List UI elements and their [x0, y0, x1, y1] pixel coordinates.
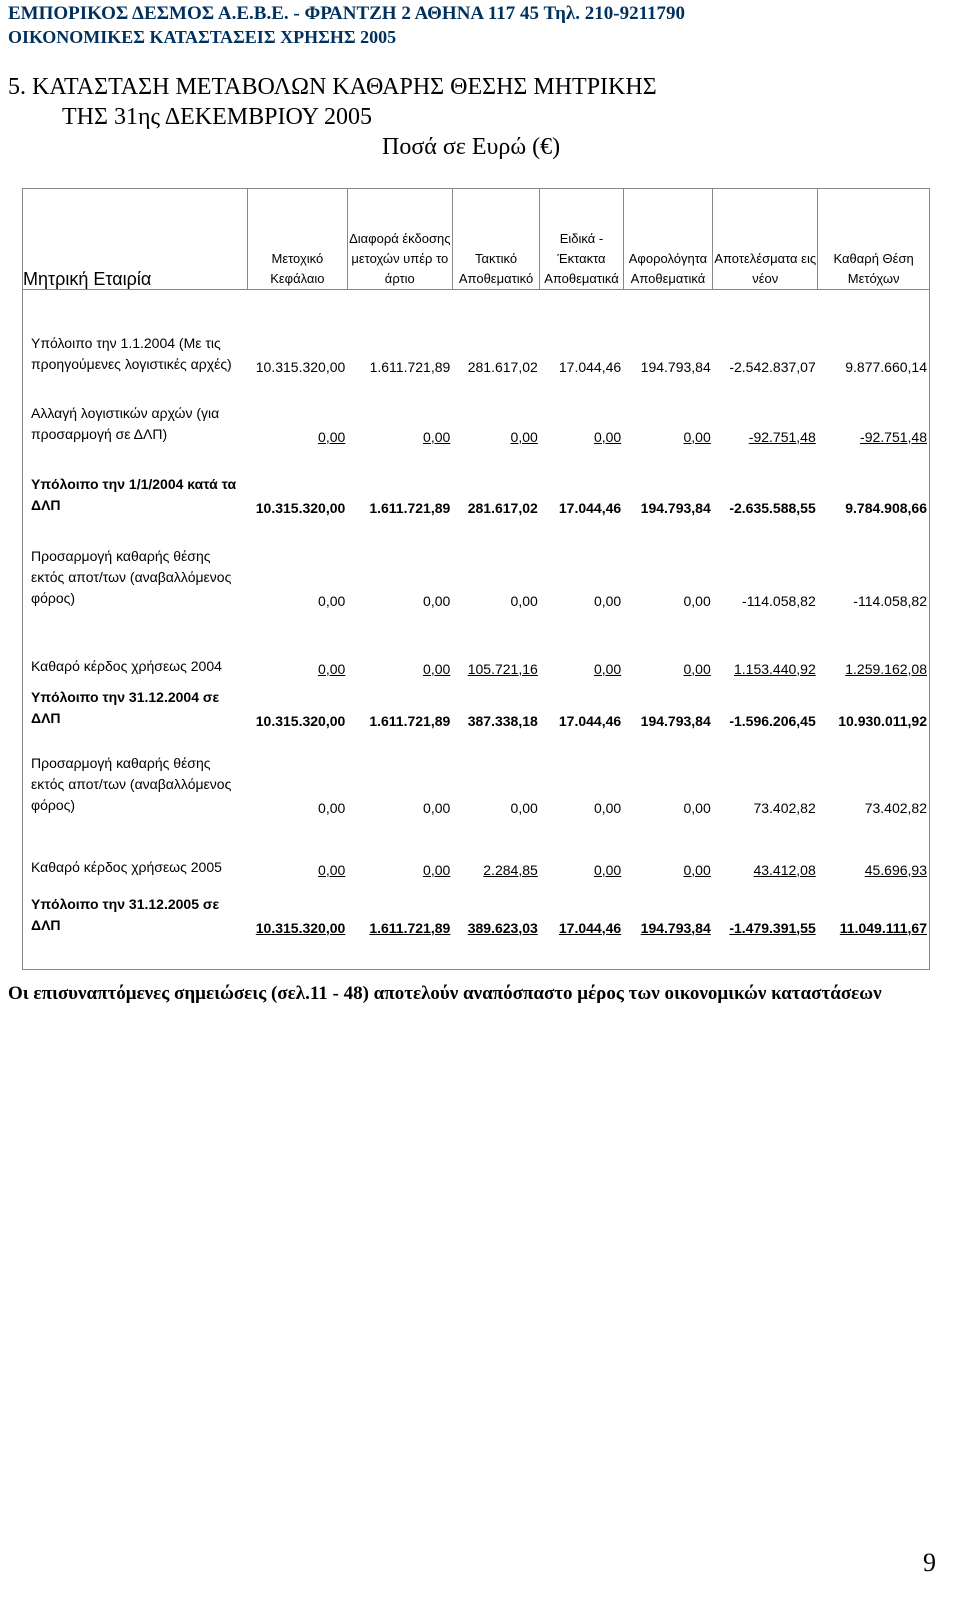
cell: 281.617,02 [467, 358, 538, 375]
row-label: Καθαρό κέρδος χρήσεως 2005 [31, 858, 222, 875]
cell: 0,00 [683, 861, 711, 878]
cell: 0,00 [683, 660, 711, 677]
cell: 387.338,18 [467, 712, 538, 729]
cell: 45.696,93 [864, 861, 927, 878]
footnote: Οι επισυναπτόμενες σημειώσεις (σελ.11 - 48) αποτελούν αναπόσπαστο μέρος των οικονομικών καταστάσεων [8, 983, 882, 1004]
cell: 0,00 [423, 428, 451, 445]
cell: 10.315.320,00 [255, 712, 346, 729]
cell: 0,00 [318, 660, 346, 677]
cell: 0,00 [593, 799, 622, 816]
cell: 0,00 [318, 799, 346, 816]
cell: 0,00 [423, 861, 451, 878]
cell: -2.635.588,55 [729, 499, 816, 516]
col-header: Μητρική Εταιρία [23, 189, 247, 290]
col-header: Διαφορά έκδοσης μετοχών υπέρ το άρτιο [347, 189, 452, 290]
cell: 73.402,82 [864, 799, 927, 816]
statement-title: 5. ΚΑΤΑΣΤΑΣΗ ΜΕΤΑΒΟΛΩΝ ΚΑΘΑΡΗΣ ΘΕΣΗΣ ΜΗΤΡΙΚΗΣ [8, 74, 657, 100]
cell: 17.044,46 [558, 919, 622, 936]
table-row [23, 878, 929, 948]
cell: 11.049.111,67 [839, 919, 927, 936]
cell: 1.611.721,89 [369, 358, 451, 375]
cell: -92.751,48 [748, 428, 816, 445]
company-header: ΕΜΠΟΡΙΚΟΣ ΔΕΣΜΟΣ Α.Ε.Β.Ε. - ΦΡΑΝΤΖΗ 2 ΑΘΗΝΑ 117 45 Τηλ. 210-9211790 [8, 3, 686, 24]
cell: 17.044,46 [558, 358, 622, 375]
cell: 10.315.320,00 [255, 919, 346, 936]
cell: 73.402,82 [753, 799, 816, 816]
table-row [23, 677, 929, 729]
cell: 0,00 [510, 592, 538, 609]
table-row [23, 609, 929, 677]
cell: 1.611.721,89 [369, 919, 451, 936]
cell: -2.542.837,07 [729, 358, 816, 375]
cell: 1.153.440,92 [734, 660, 816, 677]
cell: 0,00 [510, 799, 538, 816]
cell: 9.877.660,14 [845, 358, 927, 375]
col-header: Καθαρή Θέση Μετόχων [818, 189, 929, 290]
currency-note: Ποσά σε Ευρώ (€) [382, 134, 561, 160]
row-label: Προσαρμογή καθαρής θέσης εκτός αποτ/των (αναβαλλόμενος φόρος) [31, 754, 232, 813]
cell: 0,00 [318, 861, 346, 878]
row-label: Προσαρμογή καθαρής θέσης εκτός αποτ/των (αναβαλλόμενος φόρος) [31, 547, 232, 606]
cell: 10.315.320,00 [255, 358, 346, 375]
cell: 2.284,85 [483, 861, 538, 878]
cell: 0,00 [593, 861, 622, 878]
row-label: Υπόλοιπο την 1.1.2004 (Με τις προηγούμενες λογιστικές αρχές) [31, 334, 232, 372]
col-header: Ειδικά - Έκτακτα Αποθεματικά [540, 189, 623, 290]
cell: 281.617,02 [467, 499, 538, 516]
row-label: Καθαρό κέρδος χρήσεως 2004 [31, 657, 222, 674]
table-row [23, 816, 929, 878]
cell: 0,00 [318, 592, 346, 609]
report-header: ΟΙΚΟΝΟΜΙΚΕΣ ΚΑΤΑΣΤΑΣΕΙΣ ΧΡΗΣΗΣ 2005 [8, 27, 397, 47]
cell: 194.793,84 [640, 499, 711, 516]
cell: 10.315.320,00 [255, 499, 346, 516]
cell: -1.479.391,55 [729, 919, 816, 936]
table-row [23, 290, 929, 375]
row-label: Υπόλοιπο την 1/1/2004 κατά τα ΔΛΠ [31, 475, 237, 513]
cell: 17.044,46 [558, 712, 622, 729]
table-row [23, 445, 929, 516]
cell: -114.058,82 [742, 592, 816, 609]
statement-date: ΤΗΣ 31ης ΔΕΚΕΜΒΡΙΟΥ 2005 [62, 104, 373, 130]
table-row [23, 375, 929, 445]
cell: 0,00 [683, 799, 711, 816]
cell: 0,00 [593, 428, 622, 445]
cell: 1.611.721,89 [369, 712, 451, 729]
cell: 0,00 [423, 660, 451, 677]
equity-changes-table [22, 188, 930, 970]
row-label: Υπόλοιπο την 31.12.2004 σε ΔΛΠ [31, 688, 220, 726]
row-label: Αλλαγή λογιστικών αρχών (για προσαρμογή σε ΔΛΠ) [31, 404, 220, 442]
cell: 1.611.721,89 [369, 499, 451, 516]
row-label: Υπόλοιπο την 31.12.2005 σε ΔΛΠ [31, 895, 220, 933]
cell: -114.058,82 [853, 592, 927, 609]
col-header: Μετοχικό Κεφάλαιο [247, 189, 347, 290]
cell: 194.793,84 [640, 358, 711, 375]
table-row [23, 729, 929, 816]
col-header: Τακτικό Αποθεματικό [452, 189, 540, 290]
cell: 0,00 [593, 660, 622, 677]
page-number: 9 [923, 1548, 936, 1577]
col-header: Αφορολόγητα Αποθεματικά [623, 189, 713, 290]
cell: 0,00 [423, 592, 451, 609]
cell: 0,00 [593, 592, 622, 609]
cell: 1.259.162,08 [845, 660, 927, 677]
col-header: Αποτελέσματα εις νέον [713, 189, 818, 290]
cell: 0,00 [318, 428, 346, 445]
cell: 9.784.908,66 [845, 499, 927, 516]
cell: 0,00 [683, 592, 711, 609]
cell: 17.044,46 [558, 499, 622, 516]
cell: 43.412,08 [753, 861, 816, 878]
cell: 10.930.011,92 [838, 712, 927, 729]
cell: 389.623,03 [467, 919, 538, 936]
cell: 0,00 [683, 428, 711, 445]
cell: 0,00 [510, 428, 538, 445]
cell: 105.721,16 [467, 660, 538, 677]
table-row [23, 516, 929, 609]
table-header-row [23, 189, 929, 290]
cell: 194.793,84 [640, 919, 711, 936]
cell: 0,00 [423, 799, 451, 816]
cell: 194.793,84 [640, 712, 711, 729]
cell: -92.751,48 [860, 428, 927, 445]
cell: -1.596.206,45 [729, 712, 816, 729]
